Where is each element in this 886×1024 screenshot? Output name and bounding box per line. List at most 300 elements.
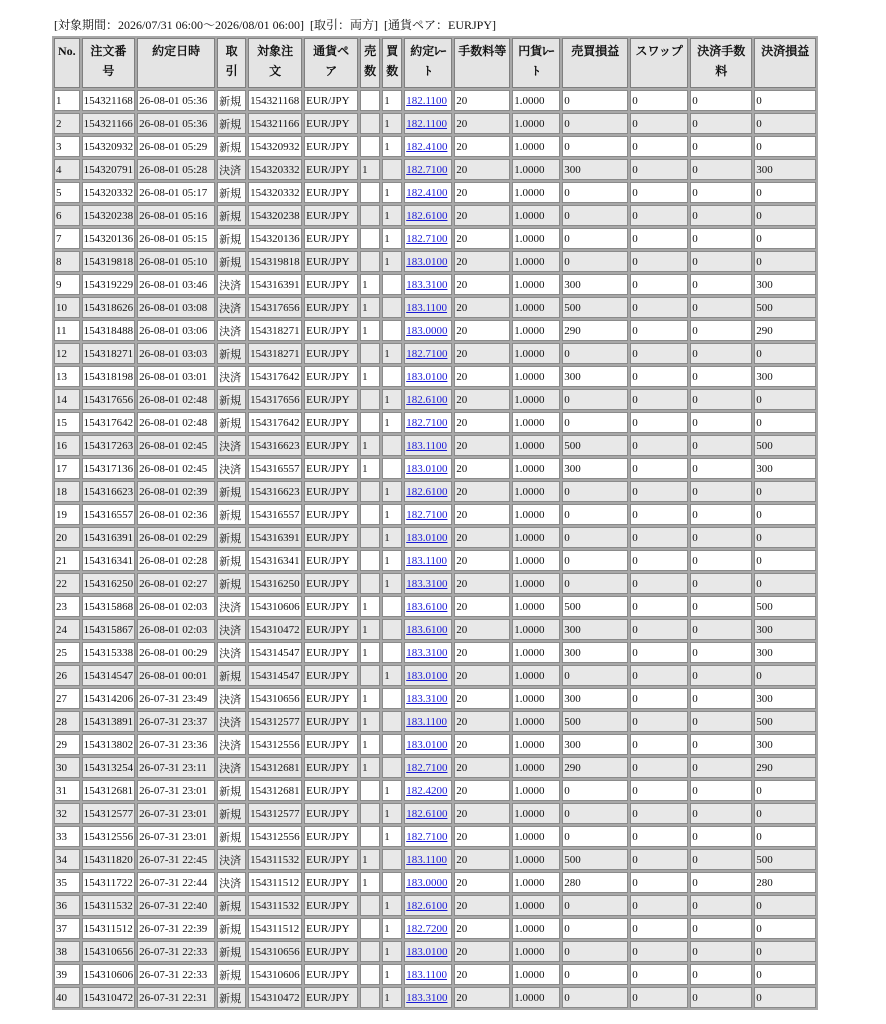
cell-pl: 500 xyxy=(562,297,628,318)
cell-settle-pl: 0 xyxy=(754,113,816,134)
cell-no: 12 xyxy=(54,343,80,364)
cell-target: 154312556 xyxy=(248,734,302,755)
cell-yen-rate: 1.0000 xyxy=(512,826,560,847)
cell-pl: 0 xyxy=(562,205,628,226)
cell-swap: 0 xyxy=(630,205,688,226)
cell-settle-pl: 290 xyxy=(754,757,816,778)
cell-fee: 20 xyxy=(454,90,510,111)
cell-swap: 0 xyxy=(630,159,688,180)
rate-link[interactable]: 182.7100 xyxy=(406,347,448,360)
cell-datetime: 26-08-01 00:01 xyxy=(137,665,215,686)
cell-buy: 1 xyxy=(382,941,402,962)
cell-no: 24 xyxy=(54,619,80,640)
cell-swap: 0 xyxy=(630,412,688,433)
cell-order-no: 154318488 xyxy=(82,320,136,341)
cell-datetime: 26-08-01 05:36 xyxy=(137,90,215,111)
cell-pair: EUR/JPY xyxy=(304,251,358,272)
cell-type: 新規 xyxy=(217,550,246,571)
cell-settle-pl: 280 xyxy=(754,872,816,893)
cell-swap: 0 xyxy=(630,734,688,755)
rate-link[interactable]: 183.3100 xyxy=(406,646,448,659)
cell-swap: 0 xyxy=(630,90,688,111)
rate-link[interactable]: 182.7100 xyxy=(406,508,448,521)
rate-link[interactable]: 183.0000 xyxy=(406,876,448,889)
cell-fee: 20 xyxy=(454,849,510,870)
cell-sell xyxy=(360,665,380,686)
cell-yen-rate: 1.0000 xyxy=(512,159,560,180)
cell-settle-pl: 0 xyxy=(754,343,816,364)
cell-sell: 1 xyxy=(360,642,380,663)
rate-link[interactable]: 182.6100 xyxy=(406,393,448,406)
cell-fee: 20 xyxy=(454,228,510,249)
cell-swap: 0 xyxy=(630,320,688,341)
rate-link[interactable]: 182.4200 xyxy=(406,784,448,797)
rate-link[interactable]: 182.7100 xyxy=(406,163,448,176)
cell-settle-fee: 0 xyxy=(690,780,752,801)
cell-order-no: 154313891 xyxy=(82,711,136,732)
cell-yen-rate: 1.0000 xyxy=(512,895,560,916)
cell-fee: 20 xyxy=(454,389,510,410)
table-row xyxy=(54,596,816,617)
cell-no: 20 xyxy=(54,527,80,548)
cell-fee: 20 xyxy=(454,987,510,1008)
cell-datetime: 26-07-31 23:36 xyxy=(137,734,215,755)
cell-no: 13 xyxy=(54,366,80,387)
cell-target: 154310656 xyxy=(248,688,302,709)
cell-datetime: 26-08-01 03:08 xyxy=(137,297,215,318)
rate-link[interactable]: 183.1100 xyxy=(406,968,448,981)
cell-buy: 1 xyxy=(382,504,402,525)
cell-swap: 0 xyxy=(630,458,688,479)
cell-pl: 0 xyxy=(562,251,628,272)
cell-target: 154314547 xyxy=(248,642,302,663)
cell-no: 37 xyxy=(54,918,80,939)
cell-no: 23 xyxy=(54,596,80,617)
cell-buy: 1 xyxy=(382,136,402,157)
cell-settle-fee: 0 xyxy=(690,596,752,617)
cell-fee: 20 xyxy=(454,573,510,594)
cell-fee: 20 xyxy=(454,734,510,755)
rate-link[interactable]: 183.0100 xyxy=(406,945,448,958)
cell-target: 154312577 xyxy=(248,803,302,824)
rate-link[interactable]: 183.3100 xyxy=(406,577,448,590)
cell-target: 154320332 xyxy=(248,182,302,203)
cell-rate xyxy=(404,159,452,180)
cell-pl: 0 xyxy=(562,389,628,410)
cell-swap: 0 xyxy=(630,527,688,548)
table-row xyxy=(54,366,816,387)
cell-target: 154316250 xyxy=(248,573,302,594)
cell-buy: 1 xyxy=(382,389,402,410)
table-row xyxy=(54,642,816,663)
rate-link[interactable]: 183.1100 xyxy=(406,439,448,452)
cell-yen-rate: 1.0000 xyxy=(512,527,560,548)
cell-order-no: 154320136 xyxy=(82,228,136,249)
cell-pl: 0 xyxy=(562,918,628,939)
cell-swap: 0 xyxy=(630,711,688,732)
cell-type: 新規 xyxy=(217,182,246,203)
cell-buy xyxy=(382,757,402,778)
cell-swap: 0 xyxy=(630,872,688,893)
cell-pair: EUR/JPY xyxy=(304,527,358,548)
cell-yen-rate: 1.0000 xyxy=(512,550,560,571)
cell-sell: 1 xyxy=(360,596,380,617)
cell-datetime: 26-08-01 05:10 xyxy=(137,251,215,272)
rate-link[interactable]: 182.7100 xyxy=(406,761,448,774)
cell-yen-rate: 1.0000 xyxy=(512,90,560,111)
cell-target: 154312681 xyxy=(248,780,302,801)
cell-datetime: 26-07-31 22:39 xyxy=(137,918,215,939)
cell-datetime: 26-08-01 02:28 xyxy=(137,550,215,571)
table-row xyxy=(54,481,816,502)
cell-rate xyxy=(404,826,452,847)
cell-yen-rate: 1.0000 xyxy=(512,780,560,801)
cell-rate xyxy=(404,619,452,640)
cell-yen-rate: 1.0000 xyxy=(512,182,560,203)
cell-pair: EUR/JPY xyxy=(304,895,358,916)
cell-type: 新規 xyxy=(217,941,246,962)
cell-datetime: 26-07-31 23:11 xyxy=(137,757,215,778)
cell-rate xyxy=(404,504,452,525)
cell-target: 154311532 xyxy=(248,849,302,870)
table-row xyxy=(54,780,816,801)
cell-order-no: 154316250 xyxy=(82,573,136,594)
cell-buy: 1 xyxy=(382,412,402,433)
cell-settle-fee: 0 xyxy=(690,343,752,364)
cell-rate xyxy=(404,895,452,916)
cell-type: 新規 xyxy=(217,527,246,548)
cell-sell: 1 xyxy=(360,458,380,479)
cell-rate xyxy=(404,872,452,893)
cell-type: 決済 xyxy=(217,596,246,617)
cell-datetime: 26-08-01 02:48 xyxy=(137,389,215,410)
cell-settle-fee: 0 xyxy=(690,642,752,663)
cell-order-no: 154317656 xyxy=(82,389,136,410)
cell-type: 新規 xyxy=(217,780,246,801)
table-row xyxy=(54,113,816,134)
rate-link[interactable]: 183.3100 xyxy=(406,278,448,291)
cell-settle-pl: 0 xyxy=(754,803,816,824)
cell-pair: EUR/JPY xyxy=(304,941,358,962)
table-row xyxy=(54,205,816,226)
column-header-swap: スワップ xyxy=(630,38,688,88)
cell-fee: 20 xyxy=(454,596,510,617)
cell-swap: 0 xyxy=(630,803,688,824)
rate-link[interactable]: 182.6100 xyxy=(406,209,448,222)
rate-link[interactable]: 183.1100 xyxy=(406,301,448,314)
cell-fee: 20 xyxy=(454,504,510,525)
cell-buy: 1 xyxy=(382,251,402,272)
cell-yen-rate: 1.0000 xyxy=(512,251,560,272)
cell-order-no: 154315868 xyxy=(82,596,136,617)
cell-order-no: 154318626 xyxy=(82,297,136,318)
cell-target: 154310606 xyxy=(248,596,302,617)
cell-settle-pl: 290 xyxy=(754,320,816,341)
cell-target: 154316557 xyxy=(248,458,302,479)
cell-pl: 0 xyxy=(562,573,628,594)
rate-link[interactable]: 183.0000 xyxy=(406,324,448,337)
cell-sell xyxy=(360,964,380,985)
rate-link[interactable]: 182.7200 xyxy=(406,922,448,935)
column-header-target: 対象注文 xyxy=(248,38,302,88)
cell-target: 154317656 xyxy=(248,297,302,318)
cell-order-no: 154311532 xyxy=(82,895,136,916)
cell-yen-rate: 1.0000 xyxy=(512,481,560,502)
rate-link[interactable]: 182.6100 xyxy=(406,807,448,820)
cell-type: 決済 xyxy=(217,320,246,341)
cell-settle-fee: 0 xyxy=(690,136,752,157)
cell-pl: 500 xyxy=(562,435,628,456)
cell-type: 新規 xyxy=(217,504,246,525)
table-row xyxy=(54,504,816,525)
cell-type: 新規 xyxy=(217,412,246,433)
rate-link[interactable]: 183.0100 xyxy=(406,669,448,682)
cell-swap: 0 xyxy=(630,918,688,939)
cell-target: 154316341 xyxy=(248,550,302,571)
cell-yen-rate: 1.0000 xyxy=(512,734,560,755)
cell-order-no: 154316391 xyxy=(82,527,136,548)
cell-pl: 0 xyxy=(562,780,628,801)
cell-buy xyxy=(382,688,402,709)
cell-pair: EUR/JPY xyxy=(304,435,358,456)
cell-order-no: 154311722 xyxy=(82,872,136,893)
cell-type: 新規 xyxy=(217,918,246,939)
cell-no: 34 xyxy=(54,849,80,870)
rate-link[interactable]: 182.7100 xyxy=(406,232,448,245)
cell-pl: 290 xyxy=(562,320,628,341)
cell-sell: 1 xyxy=(360,872,380,893)
cell-fee: 20 xyxy=(454,941,510,962)
rate-link[interactable]: 183.6100 xyxy=(406,623,448,636)
rate-link[interactable]: 183.6100 xyxy=(406,600,448,613)
rate-link[interactable]: 183.1100 xyxy=(406,853,448,866)
rate-link[interactable]: 182.7100 xyxy=(406,416,448,429)
cell-sell xyxy=(360,987,380,1008)
cell-fee: 20 xyxy=(454,113,510,134)
cell-datetime: 26-08-01 05:36 xyxy=(137,113,215,134)
cell-swap: 0 xyxy=(630,274,688,295)
cell-yen-rate: 1.0000 xyxy=(512,412,560,433)
cell-pl: 300 xyxy=(562,458,628,479)
cell-pl: 0 xyxy=(562,964,628,985)
table-row xyxy=(54,688,816,709)
cell-no: 11 xyxy=(54,320,80,341)
cell-settle-fee: 0 xyxy=(690,320,752,341)
cell-datetime: 26-07-31 23:01 xyxy=(137,803,215,824)
cell-order-no: 154320332 xyxy=(82,182,136,203)
cell-no: 6 xyxy=(54,205,80,226)
cell-no: 8 xyxy=(54,251,80,272)
cell-buy: 1 xyxy=(382,113,402,134)
cell-settle-pl: 0 xyxy=(754,205,816,226)
rate-link[interactable]: 182.1100 xyxy=(406,117,448,130)
cell-settle-pl: 0 xyxy=(754,780,816,801)
cell-pl: 300 xyxy=(562,274,628,295)
rate-link[interactable]: 183.3100 xyxy=(406,692,448,705)
cell-settle-fee: 0 xyxy=(690,527,752,548)
cell-type: 決済 xyxy=(217,435,246,456)
rate-link[interactable]: 183.3100 xyxy=(406,991,448,1004)
cell-sell xyxy=(360,803,380,824)
cell-buy: 1 xyxy=(382,895,402,916)
table-row xyxy=(54,573,816,594)
cell-yen-rate: 1.0000 xyxy=(512,320,560,341)
cell-target: 154318271 xyxy=(248,320,302,341)
rate-link[interactable]: 183.0100 xyxy=(406,531,448,544)
cell-swap: 0 xyxy=(630,389,688,410)
cell-no: 17 xyxy=(54,458,80,479)
rate-link[interactable]: 183.0100 xyxy=(406,370,448,383)
rate-link[interactable]: 182.1100 xyxy=(406,94,448,107)
cell-fee: 20 xyxy=(454,619,510,640)
rate-link[interactable]: 182.6100 xyxy=(406,485,448,498)
cell-sell: 1 xyxy=(360,757,380,778)
cell-buy xyxy=(382,159,402,180)
column-header-settle-fee: 決済手数料 xyxy=(690,38,752,88)
cell-pl: 300 xyxy=(562,642,628,663)
cell-sell xyxy=(360,136,380,157)
cell-order-no: 154310606 xyxy=(82,964,136,985)
cell-settle-pl: 300 xyxy=(754,274,816,295)
cell-rate xyxy=(404,918,452,939)
cell-rate xyxy=(404,458,452,479)
cell-pl: 500 xyxy=(562,596,628,617)
cell-type: 決済 xyxy=(217,159,246,180)
cell-settle-fee: 0 xyxy=(690,619,752,640)
table-row xyxy=(54,941,816,962)
rate-link[interactable]: 182.6100 xyxy=(406,899,448,912)
cell-pair: EUR/JPY xyxy=(304,228,358,249)
table-header-row xyxy=(54,38,816,88)
cell-order-no: 154316341 xyxy=(82,550,136,571)
cell-datetime: 26-08-01 03:03 xyxy=(137,343,215,364)
table-row xyxy=(54,527,816,548)
cell-fee: 20 xyxy=(454,136,510,157)
cell-buy: 1 xyxy=(382,90,402,111)
cell-rate xyxy=(404,803,452,824)
cell-settle-fee: 0 xyxy=(690,895,752,916)
cell-sell: 1 xyxy=(360,297,380,318)
cell-settle-pl: 500 xyxy=(754,711,816,732)
cell-order-no: 154316557 xyxy=(82,504,136,525)
rate-link[interactable]: 183.0100 xyxy=(406,738,448,751)
cell-swap: 0 xyxy=(630,343,688,364)
cell-type: 決済 xyxy=(217,458,246,479)
cell-order-no: 154310472 xyxy=(82,987,136,1008)
cell-buy xyxy=(382,274,402,295)
cell-no: 26 xyxy=(54,665,80,686)
cell-settle-pl: 0 xyxy=(754,826,816,847)
rate-link[interactable]: 183.0100 xyxy=(406,255,448,268)
cell-fee: 20 xyxy=(454,780,510,801)
cell-type: 決済 xyxy=(217,688,246,709)
cell-settle-fee: 0 xyxy=(690,113,752,134)
cell-no: 22 xyxy=(54,573,80,594)
rate-link[interactable]: 183.0100 xyxy=(406,462,448,475)
cell-no: 30 xyxy=(54,757,80,778)
cell-settle-pl: 0 xyxy=(754,964,816,985)
cell-settle-fee: 0 xyxy=(690,504,752,525)
cell-pair: EUR/JPY xyxy=(304,90,358,111)
cell-target: 154316391 xyxy=(248,527,302,548)
cell-type: 新規 xyxy=(217,895,246,916)
rate-link[interactable]: 182.4100 xyxy=(406,140,448,153)
cell-pl: 0 xyxy=(562,136,628,157)
cell-target: 154320332 xyxy=(248,159,302,180)
column-header-datetime: 約定日時 xyxy=(137,38,215,88)
cell-pair: EUR/JPY xyxy=(304,619,358,640)
cell-order-no: 154319229 xyxy=(82,274,136,295)
cell-buy: 1 xyxy=(382,964,402,985)
column-header-sell: 売数 xyxy=(360,38,380,88)
table-row xyxy=(54,711,816,732)
cell-rate xyxy=(404,389,452,410)
cell-yen-rate: 1.0000 xyxy=(512,642,560,663)
cell-pl: 280 xyxy=(562,872,628,893)
cell-settle-fee: 0 xyxy=(690,734,752,755)
column-header-fee: 手数料等 xyxy=(454,38,510,88)
table-row xyxy=(54,251,816,272)
cell-datetime: 26-07-31 22:31 xyxy=(137,987,215,1008)
cell-settle-pl: 0 xyxy=(754,941,816,962)
cell-sell: 1 xyxy=(360,619,380,640)
cell-buy: 1 xyxy=(382,343,402,364)
cell-target: 154317642 xyxy=(248,366,302,387)
cell-order-no: 154315338 xyxy=(82,642,136,663)
cell-order-no: 154312556 xyxy=(82,826,136,847)
cell-buy xyxy=(382,596,402,617)
cell-settle-fee: 0 xyxy=(690,872,752,893)
cell-target: 154320932 xyxy=(248,136,302,157)
cell-no: 36 xyxy=(54,895,80,916)
cell-rate xyxy=(404,297,452,318)
cell-settle-pl: 0 xyxy=(754,550,816,571)
cell-yen-rate: 1.0000 xyxy=(512,757,560,778)
column-header-type: 取引 xyxy=(217,38,246,88)
cell-target: 154310472 xyxy=(248,987,302,1008)
cell-no: 15 xyxy=(54,412,80,433)
cell-fee: 20 xyxy=(454,918,510,939)
cell-target: 154317642 xyxy=(248,412,302,433)
cell-order-no: 154318271 xyxy=(82,343,136,364)
cell-target: 154320136 xyxy=(248,228,302,249)
rate-link[interactable]: 183.1100 xyxy=(406,715,448,728)
table-row xyxy=(54,458,816,479)
cell-settle-pl: 0 xyxy=(754,665,816,686)
cell-fee: 20 xyxy=(454,458,510,479)
table-row xyxy=(54,297,816,318)
cell-sell xyxy=(360,412,380,433)
cell-order-no: 154313802 xyxy=(82,734,136,755)
cell-target: 154312681 xyxy=(248,757,302,778)
column-header-settle-pl: 決済損益 xyxy=(754,38,816,88)
column-header-order-no: 注文番号 xyxy=(82,38,136,88)
cell-yen-rate: 1.0000 xyxy=(512,573,560,594)
cell-yen-rate: 1.0000 xyxy=(512,113,560,134)
table-row xyxy=(54,274,816,295)
cell-pair: EUR/JPY xyxy=(304,642,358,663)
cell-rate xyxy=(404,596,452,617)
rate-link[interactable]: 183.1100 xyxy=(406,554,448,567)
cell-settle-pl: 0 xyxy=(754,412,816,433)
cell-sell: 1 xyxy=(360,274,380,295)
cell-datetime: 26-08-01 03:01 xyxy=(137,366,215,387)
side-filter-label: [取引：両方] xyxy=(310,18,378,32)
cell-pair: EUR/JPY xyxy=(304,320,358,341)
rate-link[interactable]: 182.4100 xyxy=(406,186,448,199)
rate-link[interactable]: 182.7100 xyxy=(406,830,448,843)
cell-swap: 0 xyxy=(630,619,688,640)
